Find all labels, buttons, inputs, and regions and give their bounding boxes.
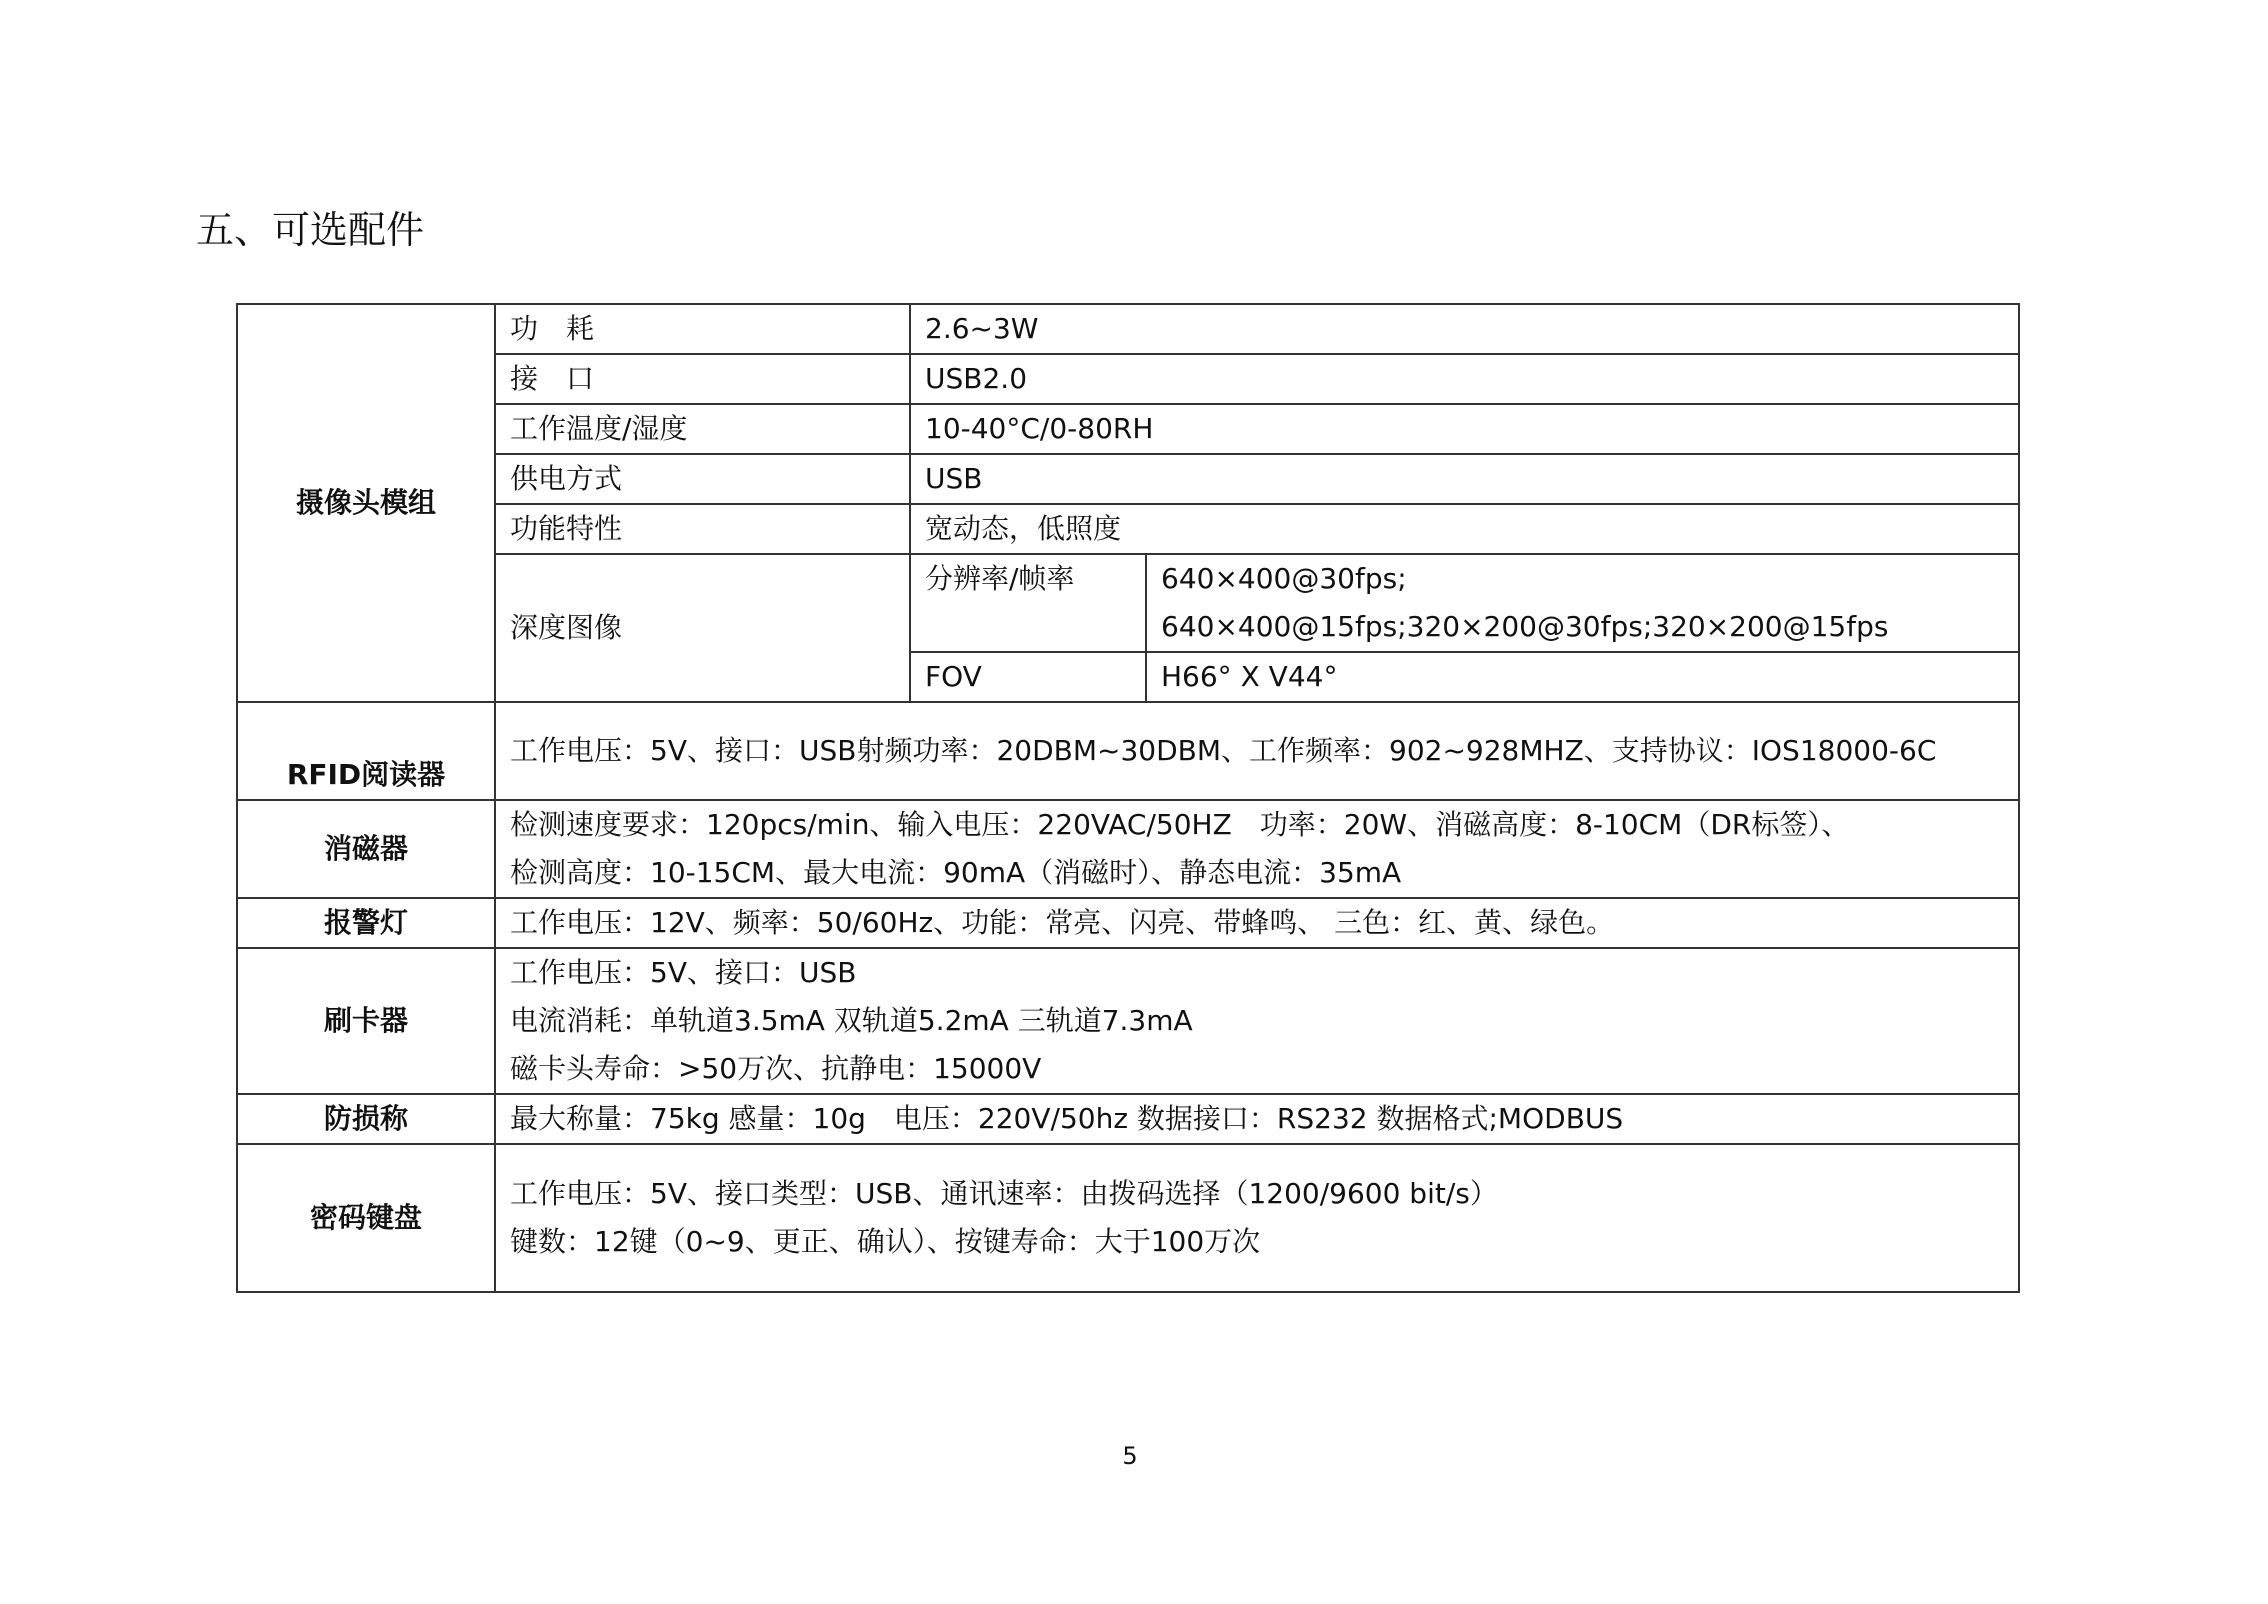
category-rfid-reader: RFID阅读器: [237, 702, 495, 800]
spec-label: 供电方式: [495, 454, 910, 504]
card-reader-spec-line: 电流消耗：单轨道3.5mA 双轨道5.2mA 三轨道7.3mA: [510, 1004, 1193, 1037]
category-card-reader: 刷卡器: [237, 948, 495, 1094]
table-row: [237, 898, 2019, 948]
page-number: 5: [1122, 1442, 1138, 1470]
table-row: [237, 1094, 2019, 1144]
spec-label: 工作温度/湿度: [495, 404, 910, 454]
category-alarm-light: 报警灯: [237, 898, 495, 948]
category-camera-module: 摄像头模组: [237, 304, 495, 702]
spec-value: 10-40°C/0-80RH: [910, 404, 2019, 454]
spec-value: 2.6~3W: [910, 304, 2019, 354]
keypad-spec-line: 工作电压：5V、接口类型：USB、通讯速率：由拨码选择（1200/9600 bit/s）: [510, 1177, 1498, 1210]
resolution-label: 分辨率/帧率: [910, 554, 1146, 652]
table-row: [237, 504, 2019, 554]
spec-label: 功能特性: [495, 504, 910, 554]
category-degausser: 消磁器: [237, 800, 495, 898]
table-row: [237, 800, 2019, 898]
resolution-value-2: 640×400@15fps;320×200@30fps;320×200@15fps: [1146, 603, 2019, 652]
spec-value: USB2.0: [910, 354, 2019, 404]
spec-value: USB: [910, 454, 2019, 504]
degausser-spec: [495, 800, 2019, 898]
fov-label: FOV: [910, 652, 1146, 702]
table-row: [237, 454, 2019, 504]
degausser-spec-line: 检测速度要求：120pcs/min、输入电压：220VAC/50HZ 功率：20W、消磁高度：8-10CM（DR标签）、: [510, 808, 1850, 841]
section-title: 五、可选配件: [196, 208, 425, 252]
degausser-spec-line: 检测高度：10-15CM、最大电流：90mA（消磁时）、静态电流：35mA: [510, 856, 1402, 889]
table-row: [237, 354, 2019, 404]
spec-label: 功 耗: [495, 304, 910, 354]
rfid-spec: 工作电压：5V、接口：USB射频功率：20DBM~30DBM、工作频率：902~928MHZ、支持协议：IOS18000-6C: [495, 702, 2019, 800]
category-anti-loss-scale: 防损称: [237, 1094, 495, 1144]
category-keypad: 密码键盘: [237, 1144, 495, 1292]
accessories-spec-table: [236, 303, 2020, 1293]
keypad-spec-line: 键数：12键（0~9、更正、确认）、按键寿命：大于100万次: [510, 1225, 1261, 1258]
depth-image-label: 深度图像: [495, 554, 910, 702]
table-row: [237, 554, 2019, 603]
resolution-value-1: 640×400@30fps;: [1146, 554, 2019, 603]
card-reader-spec: [495, 948, 2019, 1094]
table-row: [237, 702, 2019, 800]
card-reader-spec-line: 磁卡头寿命：>50万次、抗静电：15000V: [510, 1052, 1042, 1085]
fov-value: H66° X V44°: [1146, 652, 2019, 702]
alarm-light-spec: 工作电压：12V、频率：50/60Hz、功能：常亮、闪亮、带蜂鸣、 三色：红、黄、绿色。: [495, 898, 2019, 948]
keypad-spec: [495, 1144, 2019, 1292]
card-reader-spec-line: 工作电压：5V、接口：USB: [510, 956, 857, 989]
table-row: [237, 1144, 2019, 1292]
anti-loss-scale-spec: 最大称量：75kg 感量：10g 电压：220V/50hz 数据接口：RS232 数据格式;MODBUS: [495, 1094, 2019, 1144]
table-row: [237, 304, 2019, 354]
spec-value: 宽动态，低照度: [910, 504, 2019, 554]
spec-label: 接 口: [495, 354, 910, 404]
table-row: [237, 948, 2019, 1094]
table-row: [237, 404, 2019, 454]
